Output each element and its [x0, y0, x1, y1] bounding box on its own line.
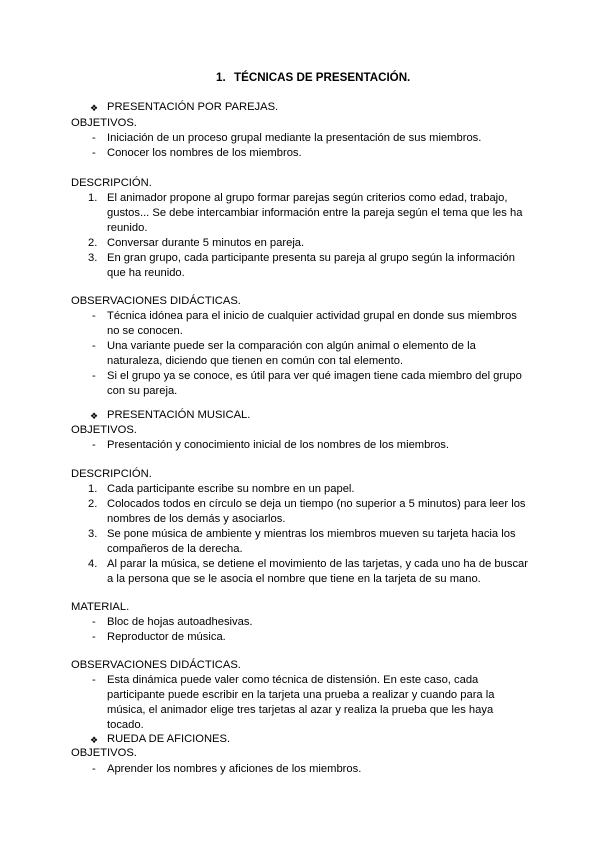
dash-bullet: -	[92, 310, 96, 322]
list-item-line: música, el animador elige tres tarjetas al azar y realiza la prueba que les haya	[107, 704, 494, 716]
list-item: Iniciación de un proceso grupal mediante la presentación de sus miembros.	[107, 132, 482, 144]
list-number: 3.	[88, 528, 98, 540]
dash-bullet: -	[92, 674, 96, 686]
dash-bullet: -	[92, 132, 96, 144]
list-item-line: nombres de los demás y asociarlos.	[107, 513, 286, 525]
list-item-line: El animador propone al grupo formar parejas según criterios como edad, trabajo,	[107, 192, 508, 204]
observaciones-label: OBSERVACIONES DIDÁCTICAS.	[71, 659, 241, 671]
list-item-line: Al parar la música, se detiene el movimiento de las tarjetas, y cada uno ha de buscar	[107, 558, 529, 570]
list-item-line: Se pone música de ambiente y mientras los miembros mueven su tarjeta hacia los	[107, 528, 516, 540]
section-heading-musical: PRESENTACIÓN MUSICAL.	[107, 409, 251, 421]
dash-bullet: -	[92, 370, 96, 382]
list-item: Presentación y conocimiento inicial de los nombres de los miembros.	[107, 439, 449, 451]
list-item-line: compañeros de la derecha.	[107, 543, 243, 555]
list-item-line: Colocados todos en círculo se deja un tiempo (no superior a 5 minutos) para leer los	[107, 498, 526, 510]
list-item-line: a la persona que se le asocia el nombre que tiene en la tarjeta de su mano.	[107, 573, 481, 585]
observaciones-label: OBSERVACIONES DIDÁCTICAS.	[71, 295, 241, 307]
list-item-line: Esta dinámica puede valer como técnica de distensión. En este caso, cada	[107, 674, 479, 686]
list-item-line: reunido.	[107, 222, 148, 234]
list-item-line: En gran grupo, cada participante presenta su pareja al grupo según la información	[107, 252, 515, 264]
diamond-bullet-icon: ❖	[90, 735, 99, 745]
descripcion-label: DESCRIPCIÓN.	[71, 177, 152, 189]
title-number: 1.	[216, 71, 226, 84]
list-item-line: Técnica idónea para el inicio de cualquier actividad grupal en donde sus miembros	[107, 310, 517, 322]
diamond-bullet-icon: ❖	[90, 103, 99, 113]
list-item-line: Cada participante escribe su nombre en un papel.	[107, 483, 355, 495]
section-heading-parejas: PRESENTACIÓN POR PAREJAS.	[107, 101, 279, 113]
section-heading-aficiones: RUEDA DE AFICIONES.	[107, 733, 231, 745]
dash-bullet: -	[92, 631, 96, 643]
dash-bullet: -	[92, 147, 96, 159]
dash-bullet: -	[92, 439, 96, 451]
dash-bullet: -	[92, 340, 96, 352]
list-item-line: tocado.	[107, 719, 144, 731]
list-item: Aprender los nombres y aficiones de los miembros.	[107, 763, 362, 775]
list-item: Bloc de hojas autoadhesivas.	[107, 616, 253, 628]
dash-bullet: -	[92, 616, 96, 628]
list-item-line: no se conocen.	[107, 325, 183, 337]
list-item-line: participante puede escribir en la tarjeta una prueba a realizar y cuando para la	[107, 689, 495, 701]
objetivos-label: OBJETIVOS.	[71, 424, 137, 436]
list-item-line: con su pareja.	[107, 385, 178, 397]
list-item-line: gustos... Se debe intercambiar información entre la pareja según el tema que les ha	[107, 207, 523, 219]
descripcion-label: DESCRIPCIÓN.	[71, 468, 152, 480]
objetivos-label: OBJETIVOS.	[71, 747, 137, 759]
list-item-line: Si el grupo ya se conoce, es útil para ver qué imagen tiene cada miembro del grupo	[107, 370, 522, 382]
diamond-bullet-icon: ❖	[90, 411, 99, 421]
list-number: 1.	[88, 483, 98, 495]
dash-bullet: -	[92, 763, 96, 775]
list-number: 4.	[88, 558, 98, 570]
list-item: Conocer los nombres de los miembros.	[107, 147, 302, 159]
list-number: 1.	[88, 192, 98, 204]
list-item-line: naturaleza, diciendo que tienen en común con tal elemento.	[107, 355, 404, 367]
list-number: 3.	[88, 252, 98, 264]
list-item-line: que ha reunido.	[107, 267, 185, 279]
material-label: MATERIAL.	[71, 601, 130, 613]
list-item-line: Una variante puede ser la comparación con algún animal o elemento de la	[107, 340, 476, 352]
list-number: 2.	[88, 498, 98, 510]
list-item: Reproductor de música.	[107, 631, 226, 643]
list-item-line: Conversar durante 5 minutos en pareja.	[107, 237, 305, 249]
page-title: TÉCNICAS DE PRESENTACIÓN.	[234, 71, 411, 84]
list-number: 2.	[88, 237, 98, 249]
objetivos-label: OBJETIVOS.	[71, 117, 137, 129]
